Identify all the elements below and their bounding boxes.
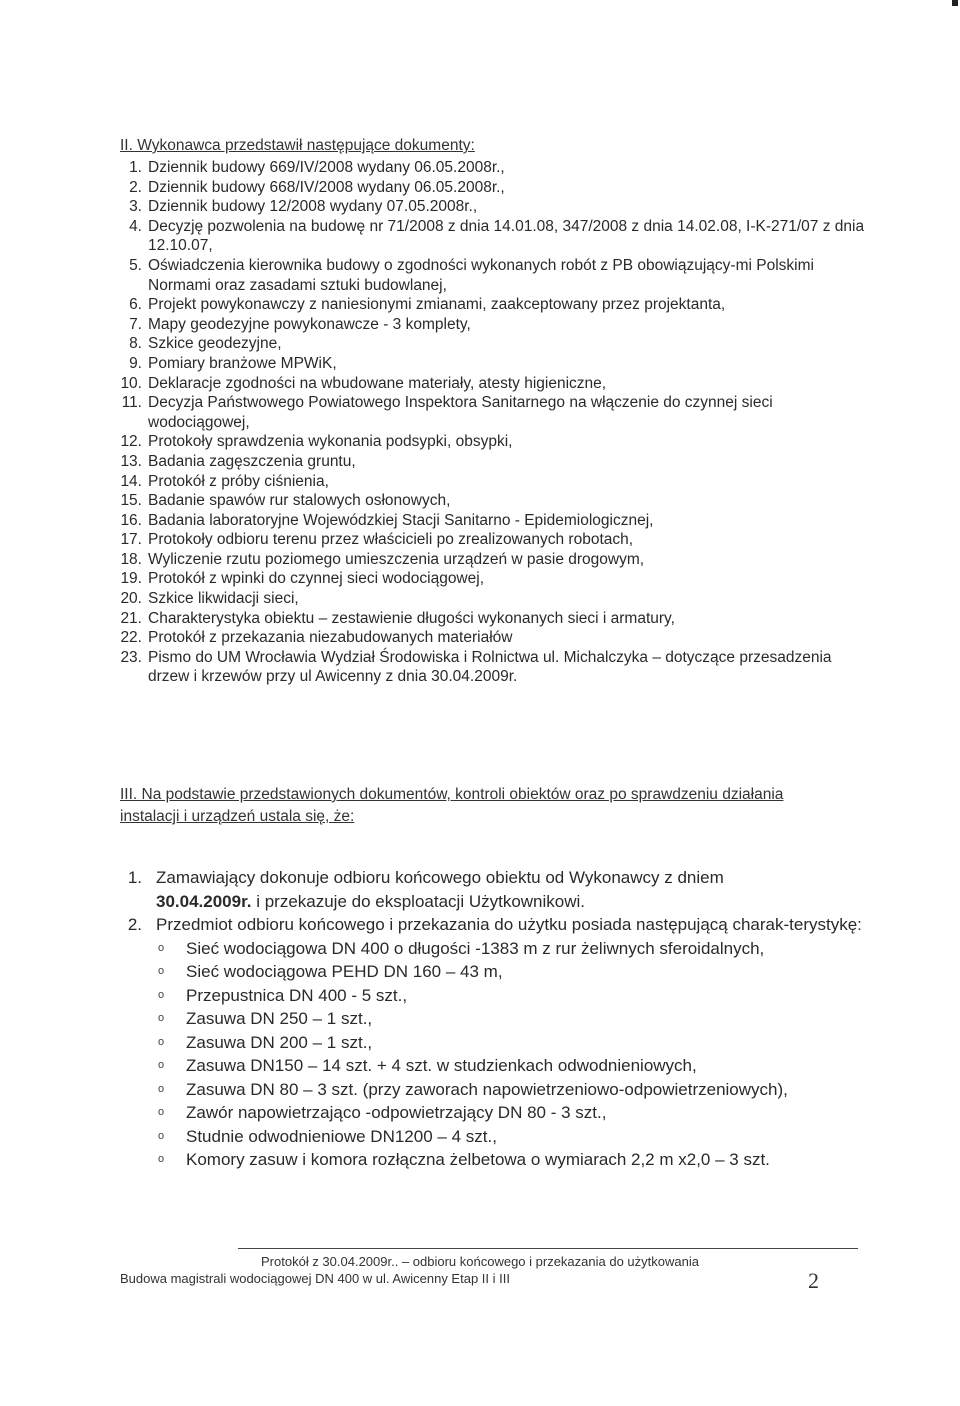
scan-mark <box>952 0 958 6</box>
document-number: 13. <box>120 452 142 470</box>
document-number: 15. <box>120 492 142 510</box>
document-text: Protokół z wpinki do czynnej sieci wodociągowej, <box>148 570 484 588</box>
document-text: Wyliczenie rzutu poziomego umieszczenia urządzeń w pasie drogowym, <box>148 550 645 568</box>
document-item <box>110 334 870 354</box>
document-text: Decyzję pozwolenia na budowę nr 71/2008 z dnia 14.01.08, 347/2008 z dnia 14.02.08, I-K-271/07 z dnia 12.10.07, <box>148 217 865 255</box>
document-text: Dziennik budowy 668/IV/2008 wydany 06.05.2008r., <box>148 178 505 196</box>
document-item <box>110 158 870 178</box>
document-item <box>110 393 870 432</box>
document-item <box>110 217 870 256</box>
characteristic-item <box>156 1054 870 1078</box>
characteristic-item <box>156 1101 870 1125</box>
document-number: 3. <box>129 198 142 216</box>
bullet-icon: o <box>158 1059 165 1071</box>
document-text: Oświadczenia kierownika budowy o zgodności wykonanych robót z PB obowiązujący-mi Polskimi Normami oraz zasadami sztuki budowlanej, <box>148 256 814 294</box>
document-item <box>110 589 870 609</box>
document-item <box>110 628 870 648</box>
bullet-icon: o <box>158 1106 165 1118</box>
document-item <box>110 197 870 217</box>
document-item <box>110 374 870 394</box>
characteristics-intro: Przedmiot odbioru końcowego i przekazania do użytku posiada następującą charak-terystykę: <box>156 915 862 934</box>
characteristic-item <box>156 937 870 961</box>
characteristic-text: Zasuwa DN 250 – 1 szt., <box>186 1009 373 1028</box>
document-number: 10. <box>120 374 142 392</box>
document-text: Protokół z przekazania niezabudowanych materiałów <box>148 629 513 647</box>
document-number: 2. <box>129 178 142 196</box>
bullet-icon: o <box>158 1129 165 1142</box>
bullet-icon: o <box>158 941 165 954</box>
section-3-heading: III. Na podstawie przedstawionych dokumentów, kontroli obiektów oraz po sprawdzeniu działania instalacji i urządzeń ustala się, że: <box>120 786 784 825</box>
characteristic-text: Zasuwa DN150 – 14 szt. + 4 szt. w studzienkach odwodnieniowych, <box>186 1056 697 1075</box>
characteristic-item <box>156 1148 870 1172</box>
characteristic-text: Przepustnica DN 400 - 5 szt., <box>186 985 408 1005</box>
finding-item-1 <box>110 866 870 913</box>
document-item <box>110 550 870 570</box>
document-text: Protokół z próby ciśnienia, <box>148 472 329 490</box>
characteristic-item <box>156 1031 870 1055</box>
document-number: 6. <box>129 296 142 314</box>
characteristics-list <box>156 937 870 1172</box>
bullet-icon: o <box>158 1012 165 1024</box>
document-item <box>110 511 870 531</box>
document-item <box>110 452 870 472</box>
document-number: 16. <box>120 511 142 529</box>
characteristic-item <box>156 1007 870 1031</box>
document-number: 22. <box>120 629 142 647</box>
document-number: 4. <box>129 217 142 235</box>
finding-text-start: Zamawiający dokonuje odbioru końcowego obiektu od Wykonawcy z dniem <box>156 868 724 887</box>
document-text: Badania laboratoryjne Wojewódzkiej Stacji Sanitarno - Epidemiologicznej, <box>148 511 654 529</box>
bullet-icon: o <box>158 1035 165 1048</box>
finding-text <box>156 866 870 913</box>
findings-list <box>110 866 870 1172</box>
section-2-heading: II. Wykonawca przedstawił następujące dokumenty: <box>120 137 475 154</box>
document-item <box>110 530 870 550</box>
document-item <box>110 295 870 315</box>
document-number: 12. <box>120 433 142 451</box>
page-number: 2 <box>808 1268 819 1293</box>
document-item <box>110 609 870 629</box>
characteristic-text: Zasuwa DN 200 – 1 szt., <box>186 1032 373 1052</box>
document-number: 5. <box>129 256 142 274</box>
document-number: 1. <box>129 159 142 176</box>
document-item <box>110 432 870 452</box>
finding-number: 1. <box>127 868 142 887</box>
document-number: 20. <box>120 590 142 608</box>
document-text: Mapy geodezyjne powykonawcze - 3 komplety, <box>148 315 471 333</box>
document-number: 8. <box>129 335 142 353</box>
document-number: 17. <box>120 531 142 549</box>
document-text: Dziennik budowy 12/2008 wydany 07.05.2008r., <box>148 198 478 216</box>
document-text: Projekt powykonawczy z naniesionymi zmianami, zaakceptowany przez projektanta, <box>148 296 726 314</box>
document-number: 7. <box>129 315 142 333</box>
document-item <box>110 315 870 335</box>
characteristic-text: Zasuwa DN 80 – 3 szt. (przy zaworach napowietrzeniowo-odpowietrzeniowych), <box>186 1079 788 1099</box>
acceptance-date: 30.04.2009r. <box>156 891 252 911</box>
finding-item-2 <box>110 913 870 1172</box>
footer-title: Protokół z 30.04.2009r.. – odbioru końcowego i przekazania do użytkowania <box>261 1254 699 1269</box>
document-item <box>110 569 870 589</box>
characteristic-item <box>156 1125 870 1149</box>
document-text: Charakterystyka obiektu – zestawienie długości wykonanych sieci i armatury, <box>148 609 675 627</box>
document-text: Pismo do UM Wrocławia Wydział Środowiska i Rolnictwa ul. Michalczyka – dotyczące przesadzenia drzew i krzewów przy ul Awicenny z dnia 30.04.2009r. <box>148 648 832 686</box>
document-number: 14. <box>120 472 142 490</box>
finding-text <box>156 913 870 1172</box>
footer-divider <box>238 1248 858 1249</box>
characteristic-text: Sieć wodociągowa PEHD DN 160 – 43 m, <box>186 962 503 981</box>
document-number: 11. <box>121 394 142 412</box>
document-text: Szkice likwidacji sieci, <box>148 590 299 608</box>
finding-number: 2. <box>127 915 142 934</box>
characteristic-text: Zawór napowietrzająco -odpowietrzający DN 80 - 3 szt., <box>186 1103 607 1122</box>
document-item <box>110 354 870 374</box>
document-text: Szkice geodezyjne, <box>148 335 282 353</box>
document-item <box>110 256 870 295</box>
document-text: Badania zagęszczenia gruntu, <box>148 452 356 470</box>
document-text: Dziennik budowy 669/IV/2008 wydany 06.05.2008r., <box>148 159 505 176</box>
document-text: Protokoły sprawdzenia wykonania podsypki, obsypki, <box>148 433 513 451</box>
document-number: 21. <box>120 609 142 627</box>
document-text: Deklaracje zgodności na wbudowane materiały, atesty higieniczne, <box>148 374 607 392</box>
document-item <box>110 648 870 687</box>
characteristic-item <box>156 1078 870 1102</box>
document-text: Decyzja Państwowego Powiatowego Inspektora Sanitarnego na włączenie do czynnej sieci wodociągowej, <box>148 394 773 431</box>
document-number: 18. <box>120 550 142 568</box>
bullet-icon: o <box>158 1082 165 1095</box>
characteristic-text: Komory zasuw i komora rozłączna żelbetowa o wymiarach 2,2 m x2,0 – 3 szt. <box>186 1150 770 1169</box>
footer-project: Budowa magistrali wodociągowej DN 400 w ul. Awicenny Etap II i III <box>120 1271 510 1286</box>
bullet-icon: o <box>158 965 165 977</box>
characteristic-item <box>156 960 870 984</box>
characteristic-text: Studnie odwodnieniowe DN1200 – 4 szt., <box>186 1126 497 1146</box>
document-item <box>110 491 870 511</box>
characteristic-text: Sieć wodociągowa DN 400 o długości -1383 m z rur żeliwnych sferoidalnych, <box>186 938 765 958</box>
bullet-icon: o <box>158 1153 165 1165</box>
document-text: Badanie spawów rur stalowych osłonowych, <box>148 492 451 510</box>
document-number: 23. <box>120 648 142 666</box>
document-text: Protokoły odbioru terenu przez właścicieli po zrealizowanych robotach, <box>148 531 634 549</box>
finding-text-end: i przekazuje do eksploatacji Użytkownikowi. <box>251 891 586 911</box>
bullet-icon: o <box>158 988 165 1001</box>
document-item <box>110 178 870 198</box>
characteristic-item <box>156 984 870 1008</box>
document-item <box>110 472 870 492</box>
document-number: 19. <box>120 570 142 588</box>
documents-list <box>110 158 870 687</box>
document-text: Pomiary branżowe MPWiK, <box>148 354 337 372</box>
document-number: 9. <box>129 354 142 372</box>
